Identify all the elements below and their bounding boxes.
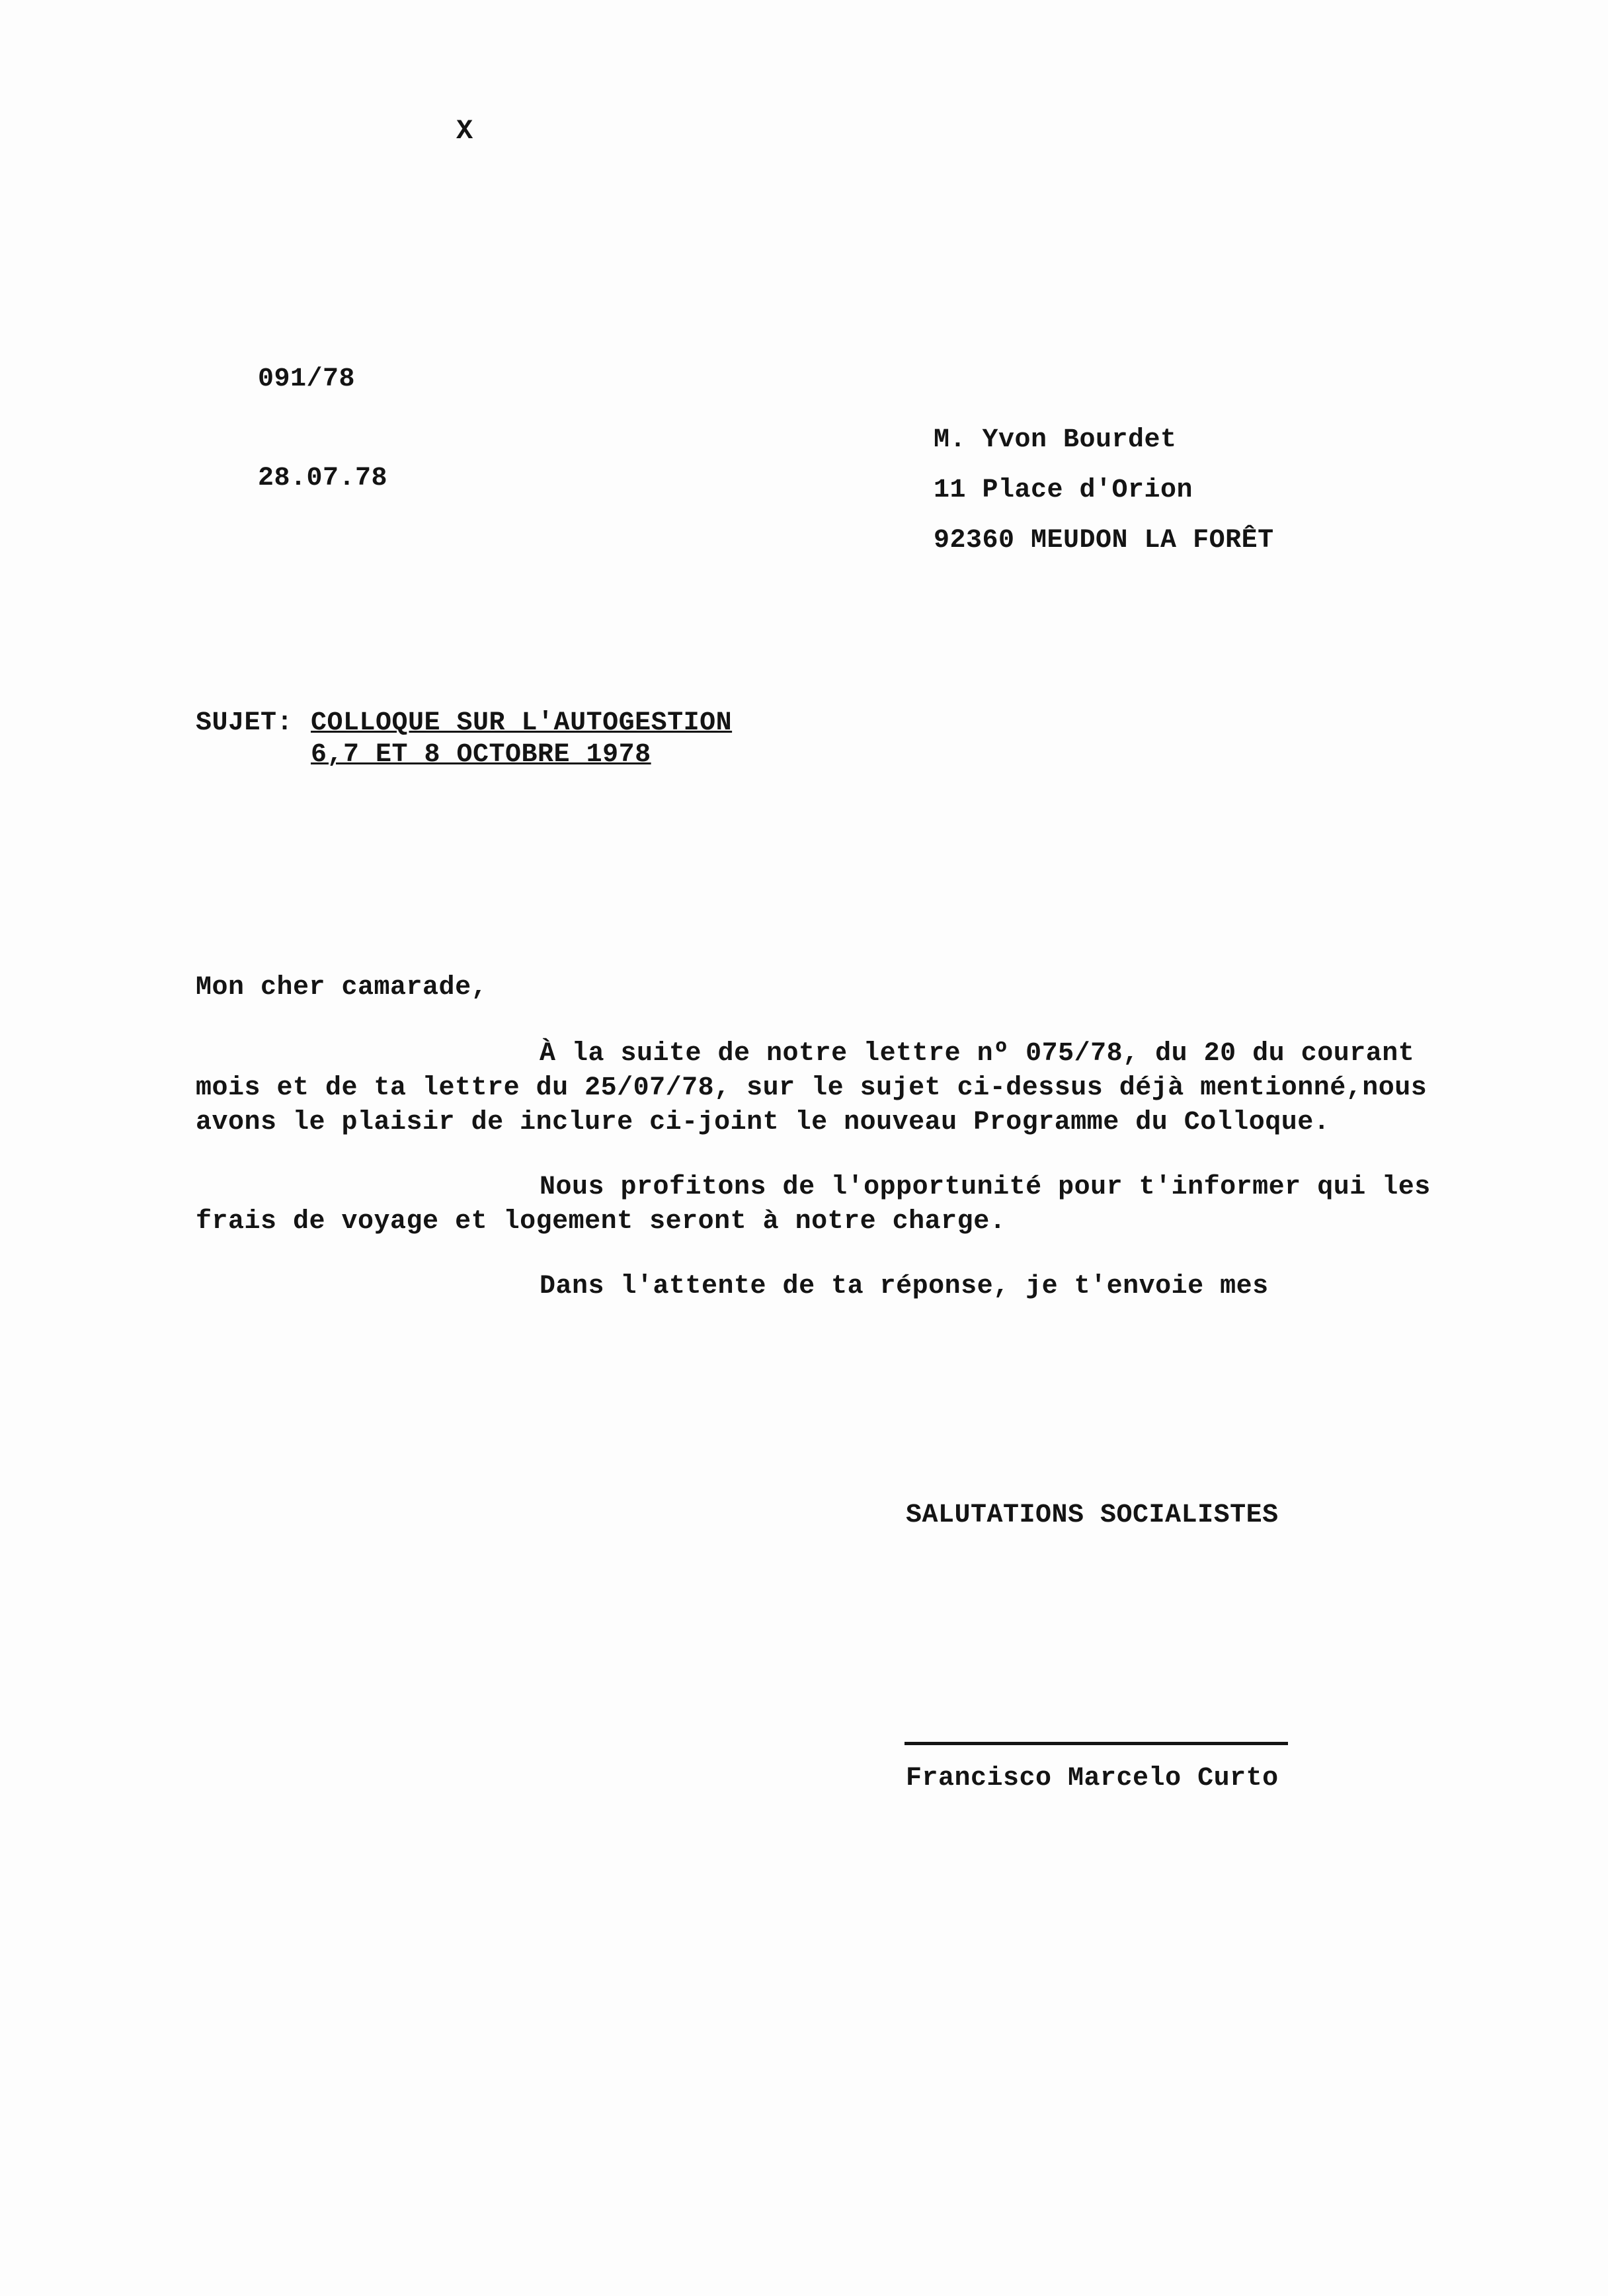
closing-salutation: SALUTATIONS SOCIALISTES [906, 1500, 1279, 1530]
subject-dates: 6,7 ET 8 OCTOBRE 1978 [311, 740, 651, 770]
header-mark: X [456, 115, 473, 147]
paragraph-1-line-1: À la suite de notre lettre nº 075/78, du 20 du courant [540, 1039, 1415, 1069]
subject-label: SUJET: [196, 708, 294, 738]
paragraph-2-line-2: frais de voyage et logement seront à notre charge. [196, 1207, 1006, 1237]
paragraph-1-line-3: avons le plaisir de inclure ci-joint le nouveau Programme du Colloque. [196, 1108, 1330, 1137]
paragraph-3-line-1: Dans l'attente de ta réponse, je t'envoie mes [540, 1272, 1269, 1301]
paragraph-1-line-2: mois et de ta lettre du 25/07/78, sur le sujet ci-dessus déjà mentionné,nous [196, 1073, 1427, 1103]
recipient-city: 92360 MEUDON LA FORÊT [934, 526, 1274, 555]
letter-date: 28.07.78 [258, 464, 388, 493]
signer-name: Francisco Marcelo Curto [906, 1764, 1279, 1793]
subject-title: COLLOQUE SUR L'AUTOGESTION [311, 708, 733, 738]
recipient-name: M. Yvon Bourdet [934, 425, 1177, 455]
reference-number: 091/78 [258, 364, 356, 394]
salutation: Mon cher camarade, [196, 973, 488, 1003]
signature-line [904, 1742, 1288, 1745]
recipient-street: 11 Place d'Orion [934, 475, 1193, 505]
paragraph-2-line-1: Nous profitons de l'opportunité pour t'informer qui les [540, 1172, 1431, 1202]
